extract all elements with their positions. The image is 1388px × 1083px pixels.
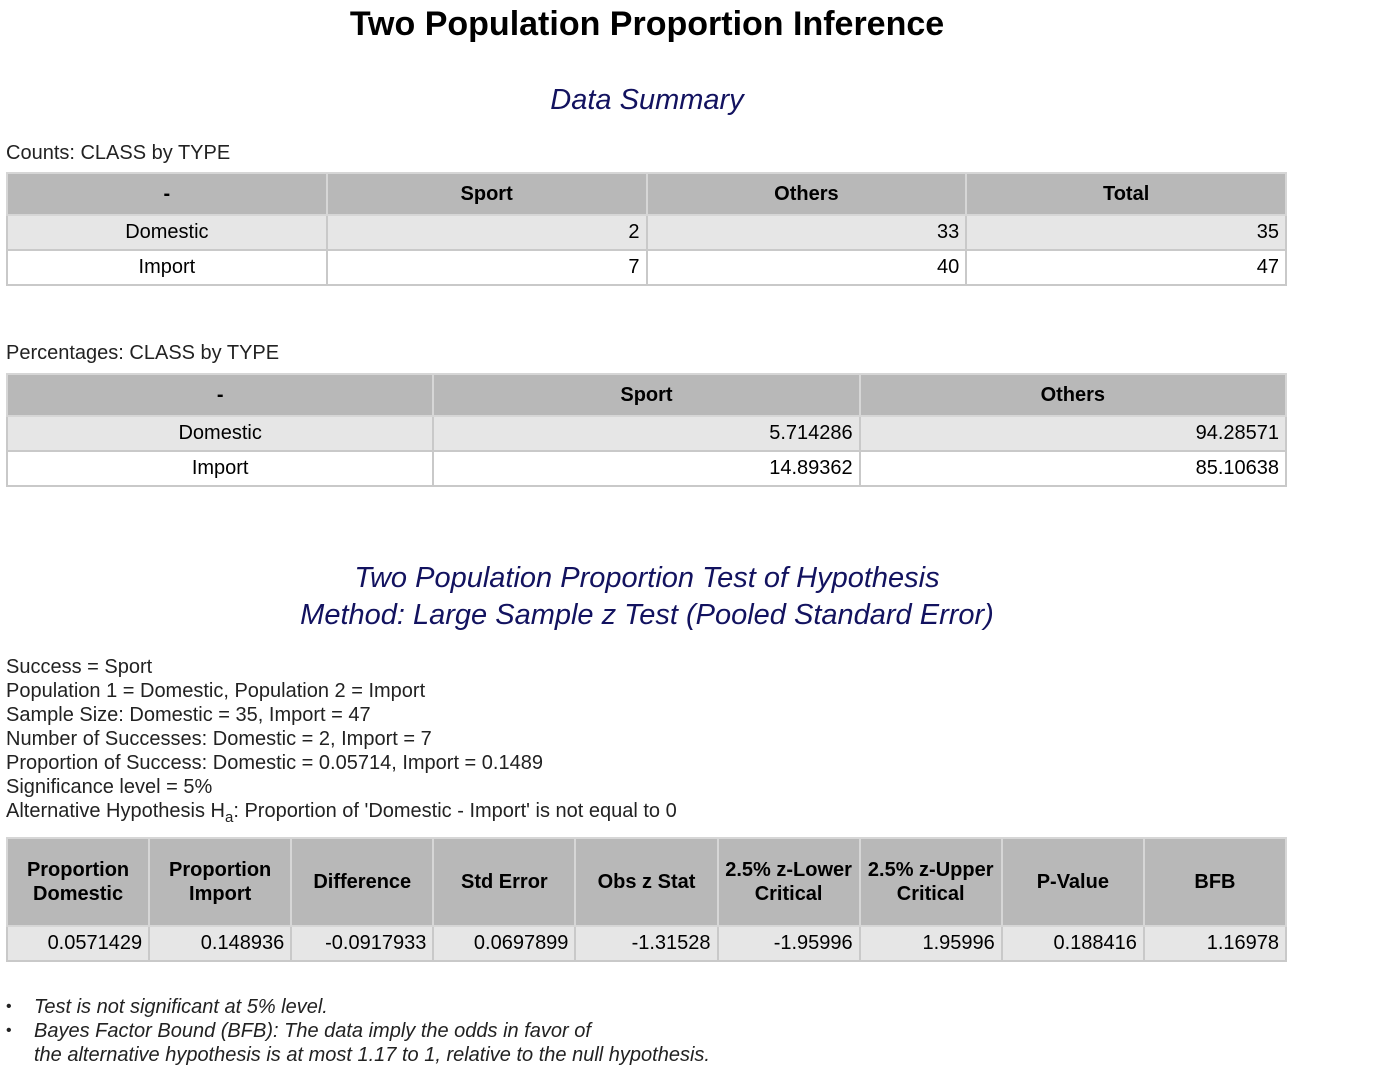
- value-bfb: 1.16978: [1144, 926, 1286, 961]
- info-proportion: Proportion of Success: Domestic = 0.05714, Import = 0.1489: [6, 752, 543, 774]
- value-lower-critical: -1.95996: [718, 926, 860, 961]
- header-obs-z-stat: Obs z Stat: [575, 838, 717, 926]
- cell-domestic-sport: 2: [327, 215, 647, 250]
- info-sample-size: Sample Size: Domestic = 35, Import = 47: [6, 704, 371, 726]
- info-successes: Number of Successes: Domestic = 2, Import = 7: [6, 728, 432, 750]
- pct-import-sport: 14.89362: [433, 451, 859, 486]
- info-populations: Population 1 = Domestic, Population 2 = Import: [6, 680, 426, 702]
- header-proportion-domestic: Proportion Domestic: [7, 838, 149, 926]
- bullet-icon: •: [6, 1022, 12, 1039]
- value-difference: -0.0917933: [291, 926, 433, 961]
- percentages-header-others: Others: [860, 374, 1286, 416]
- list-item: [6, 1019, 710, 1067]
- info-success: Success = Sport: [6, 656, 153, 678]
- cell-import-sport: 7: [327, 250, 647, 285]
- header-proportion-import: Proportion Import: [149, 838, 291, 926]
- alt-subscript: a: [224, 809, 234, 826]
- value-obs-z-stat: -1.31528: [575, 926, 717, 961]
- percentages-header-row: [7, 374, 1286, 416]
- cell-import-total: 47: [966, 250, 1286, 285]
- header-p-value: P-Value: [1002, 838, 1144, 926]
- table-row: [7, 215, 1286, 250]
- counts-header-sport: Sport: [327, 173, 647, 215]
- info-alternative-hypothesis: [6, 799, 677, 830]
- note-bfb-line1: Bayes Factor Bound (BFB): The data imply the odds in favor of: [34, 1020, 591, 1042]
- test-title-line1: Two Population Proportion Test of Hypothesis: [354, 562, 940, 594]
- note-not-significant: Test is not significant at 5% level.: [34, 996, 328, 1018]
- bullet-icon: •: [6, 998, 12, 1015]
- percentages-header-corner: -: [7, 374, 433, 416]
- pct-import-others: 85.10638: [860, 451, 1286, 486]
- notes-list: [6, 995, 710, 1067]
- header-difference: Difference: [291, 838, 433, 926]
- table-row: [7, 416, 1286, 451]
- data-summary-title: Data Summary: [550, 84, 744, 116]
- counts-table: [6, 172, 1287, 286]
- table-row: [7, 451, 1286, 486]
- header-upper-critical: 2.5% z-Upper Critical: [860, 838, 1002, 926]
- info-significance: Significance level = 5%: [6, 776, 213, 798]
- counts-caption: Counts: CLASS by TYPE: [6, 142, 231, 164]
- row-label-domestic: Domestic: [7, 416, 433, 451]
- header-std-error: Std Error: [433, 838, 575, 926]
- header-bfb: BFB: [1144, 838, 1286, 926]
- note-bfb-line2: the alternative hypothesis is at most 1.17 to 1, relative to the null hypothesis.: [34, 1044, 710, 1066]
- percentages-header-sport: Sport: [433, 374, 859, 416]
- percentages-table: [6, 373, 1287, 487]
- test-info: [6, 655, 677, 830]
- pct-domestic-others: 94.28571: [860, 416, 1286, 451]
- alt-prefix: Alternative Hypothesis H: [6, 800, 225, 822]
- value-p-value: 0.188416: [1002, 926, 1144, 961]
- test-header-row: [7, 838, 1286, 926]
- counts-header-row: [7, 173, 1286, 215]
- value-upper-critical: 1.95996: [860, 926, 1002, 961]
- counts-header-corner: -: [7, 173, 327, 215]
- row-label-domestic: Domestic: [7, 215, 327, 250]
- row-label-import: Import: [7, 250, 327, 285]
- alt-suffix: : Proportion of 'Domestic - Import' is not equal to 0: [233, 800, 677, 822]
- pct-domestic-sport: 5.714286: [433, 416, 859, 451]
- cell-domestic-others: 33: [647, 215, 967, 250]
- test-title-line2: Method: Large Sample z Test (Pooled Standard Error): [300, 599, 994, 631]
- counts-header-total: Total: [966, 173, 1286, 215]
- row-label-import: Import: [7, 451, 433, 486]
- table-row: [7, 250, 1286, 285]
- cell-domestic-total: 35: [966, 215, 1286, 250]
- table-row: [7, 926, 1286, 961]
- value-std-error: 0.0697899: [433, 926, 575, 961]
- cell-import-others: 40: [647, 250, 967, 285]
- value-proportion-domestic: 0.0571429: [7, 926, 149, 961]
- list-item: [6, 995, 710, 1019]
- value-proportion-import: 0.148936: [149, 926, 291, 961]
- header-lower-critical: 2.5% z-Lower Critical: [718, 838, 860, 926]
- test-results-table: [6, 837, 1287, 962]
- counts-header-others: Others: [647, 173, 967, 215]
- percentages-caption: Percentages: CLASS by TYPE: [6, 342, 280, 364]
- page-title: Two Population Proportion Inference: [349, 5, 945, 43]
